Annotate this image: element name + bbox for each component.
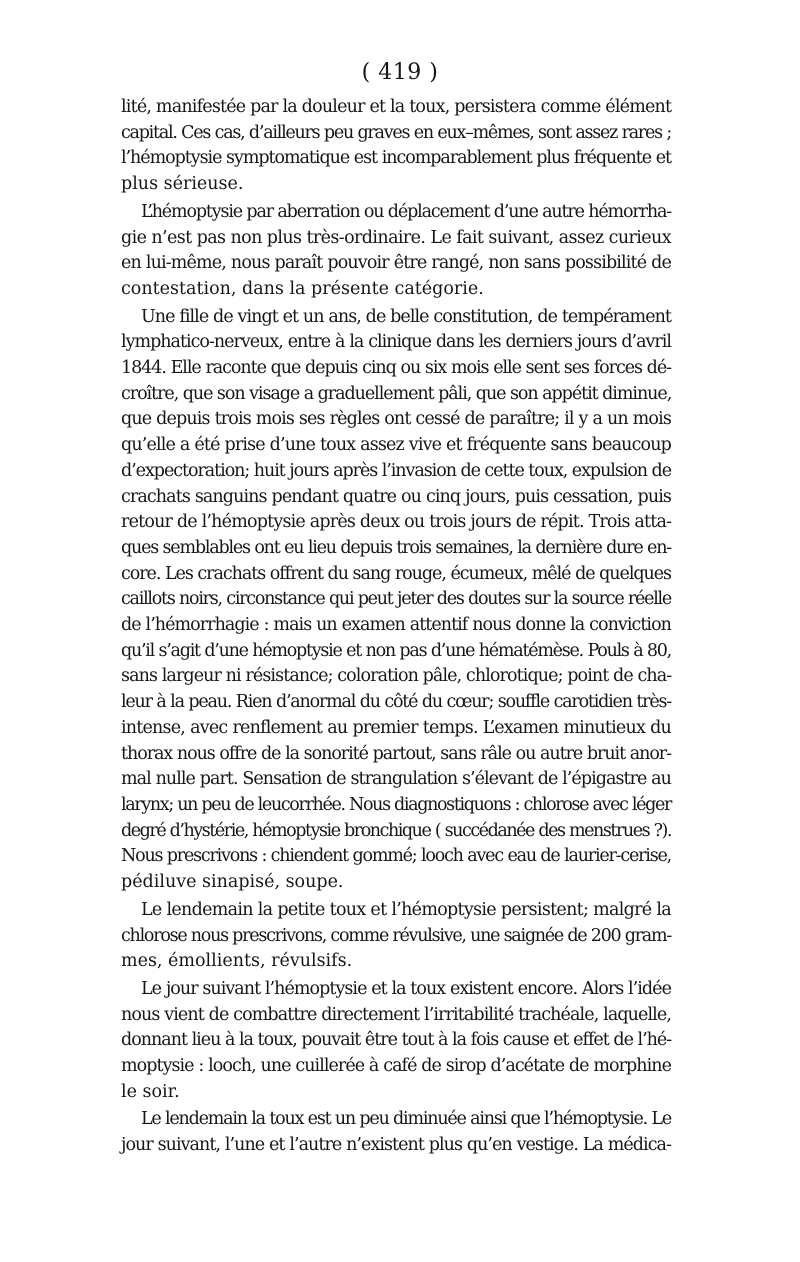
text-line: capital. Ces cas, d’ailleurs peu graves en eux–mêmes, sont assez rares ; [121, 122, 671, 143]
paragraph [121, 305, 671, 896]
text-line: jour suivant, l’une et l’autre n’existent plus qu’en vestige. La médica- [121, 1135, 671, 1156]
text-line: retour de l’hémoptysie après deux ou trois jours de répit. Trois atta- [121, 512, 672, 533]
text-line: plus sérieuse. [121, 174, 244, 195]
text-line: qu’elle a été prise d’une toux assez vive et fréquente sans beaucoup [121, 435, 671, 456]
text-line: 1844. Elle raconte que depuis cinq ou six mois elle sent ses forces dé- [121, 358, 671, 379]
text-line: chlorose nous prescrivons, comme révulsive, une saignée de 200 gram- [121, 925, 671, 946]
text-line: thorax nous offre de la sonorité partout, sans râle ou autre bruit anor- [121, 743, 671, 764]
text-line: L’hémoptysie par aberration ou déplacement d’une autre hémorrha- [141, 201, 671, 222]
text-line: nous vient de combattre directement l’irritabilité trachéale, laquelle, [121, 1004, 671, 1025]
text-line: le soir. [121, 1081, 180, 1102]
text-line: l’hémoptysie symptomatique est incomparablement plus fréquente et [121, 148, 671, 169]
text-line: larynx; un peu de leucorrhée. Nous diagnostiquons : chlorose avec léger [121, 794, 671, 815]
text-line: donnant lieu à la toux, pouvait être tout à la fois cause et effet de l’hé- [121, 1030, 672, 1051]
text-line: sans largeur ni résistance; coloration pâle, chlorotique; point de cha- [121, 666, 672, 687]
text-line: intense, avec renflement au premier temps. L’examen minutieux du [121, 717, 671, 738]
text-line: en lui-même, nous paraît pouvoir être rangé, non sans possibilité de [121, 253, 671, 274]
text-line: Une fille de vingt et un ans, de belle constitution, de tempérament [141, 306, 671, 327]
text-line: Le lendemain la petite toux et l’hémoptysie persistent; malgré la [141, 899, 671, 920]
text-line: gie n’est pas non plus très-ordinaire. Le fait suivant, assez curieux [121, 227, 671, 248]
text-line: crachats sanguins pendant quatre ou cinq jours, puis cessation, puis [121, 486, 671, 507]
text-line: moptysie : looch, une cuillerée à café de sirop d’acétate de morphine [121, 1056, 671, 1077]
text-line: lité, manifestée par la douleur et la toux, persistera comme élément [121, 97, 672, 117]
text-line: mes, émollients, révulsifs. [121, 951, 353, 972]
text-line: pédiluve sinapisé, soupe. [121, 872, 344, 893]
paragraph [121, 95, 671, 198]
text-line: caillots noirs, circonstance qui peut jeter des doutes sur la source réelle [121, 589, 671, 610]
text-line: Nous prescrivons : chiendent gommé; looch avec eau de laurier-cerise, [121, 846, 671, 867]
text-line: Le jour suivant l’hémoptysie et la toux existent encore. Alors l’idée [141, 978, 671, 999]
text-line: ques semblables ont eu lieu depuis trois semaines, la dernière dure en- [121, 537, 671, 558]
paragraph [121, 898, 671, 975]
text-line: mal nulle part. Sensation de strangulation s’élevant de l’épigastre au [121, 769, 671, 790]
text-line: leur à la peau. Rien d’anormal du côté du cœur; souffle carotidien très- [121, 692, 671, 713]
text-line: croître, que son visage a graduellement pâli, que son appétit diminue, [121, 383, 672, 404]
paragraph [121, 200, 671, 303]
text-line: Le lendemain la toux est un peu diminuée ainsi que l’hémoptysie. Le [141, 1109, 671, 1130]
text-line: qu’il s’agit d’une hémoptysie et non pas d’une hématémèse. Pouls à 80, [121, 640, 671, 661]
page-number: ( 419 ) [361, 60, 439, 85]
paragraph [121, 977, 671, 1106]
body-text [121, 95, 671, 1159]
paragraph [121, 1107, 671, 1158]
text-line: de l’hémorrhagie : mais un examen attentif nous donne la conviction [121, 615, 671, 636]
text-line: degré d’hystérie, hémoptysie bronchique ( succédanée des menstrues ?). [121, 820, 671, 841]
text-line: lymphatico-nerveux, entre à la clinique dans les derniers jours d’avril [121, 332, 671, 353]
text-line: core. Les crachats offrent du sang rouge, écumeux, mêlé de quelques [121, 563, 671, 584]
text-line: que depuis trois mois ses règles ont cessé de paraître; il y a un mois [121, 409, 671, 430]
text-line: contestation, dans la présente catégorie. [121, 278, 484, 299]
text-line: d’expectoration; huit jours après l’invasion de cette toux, expulsion de [121, 460, 671, 481]
